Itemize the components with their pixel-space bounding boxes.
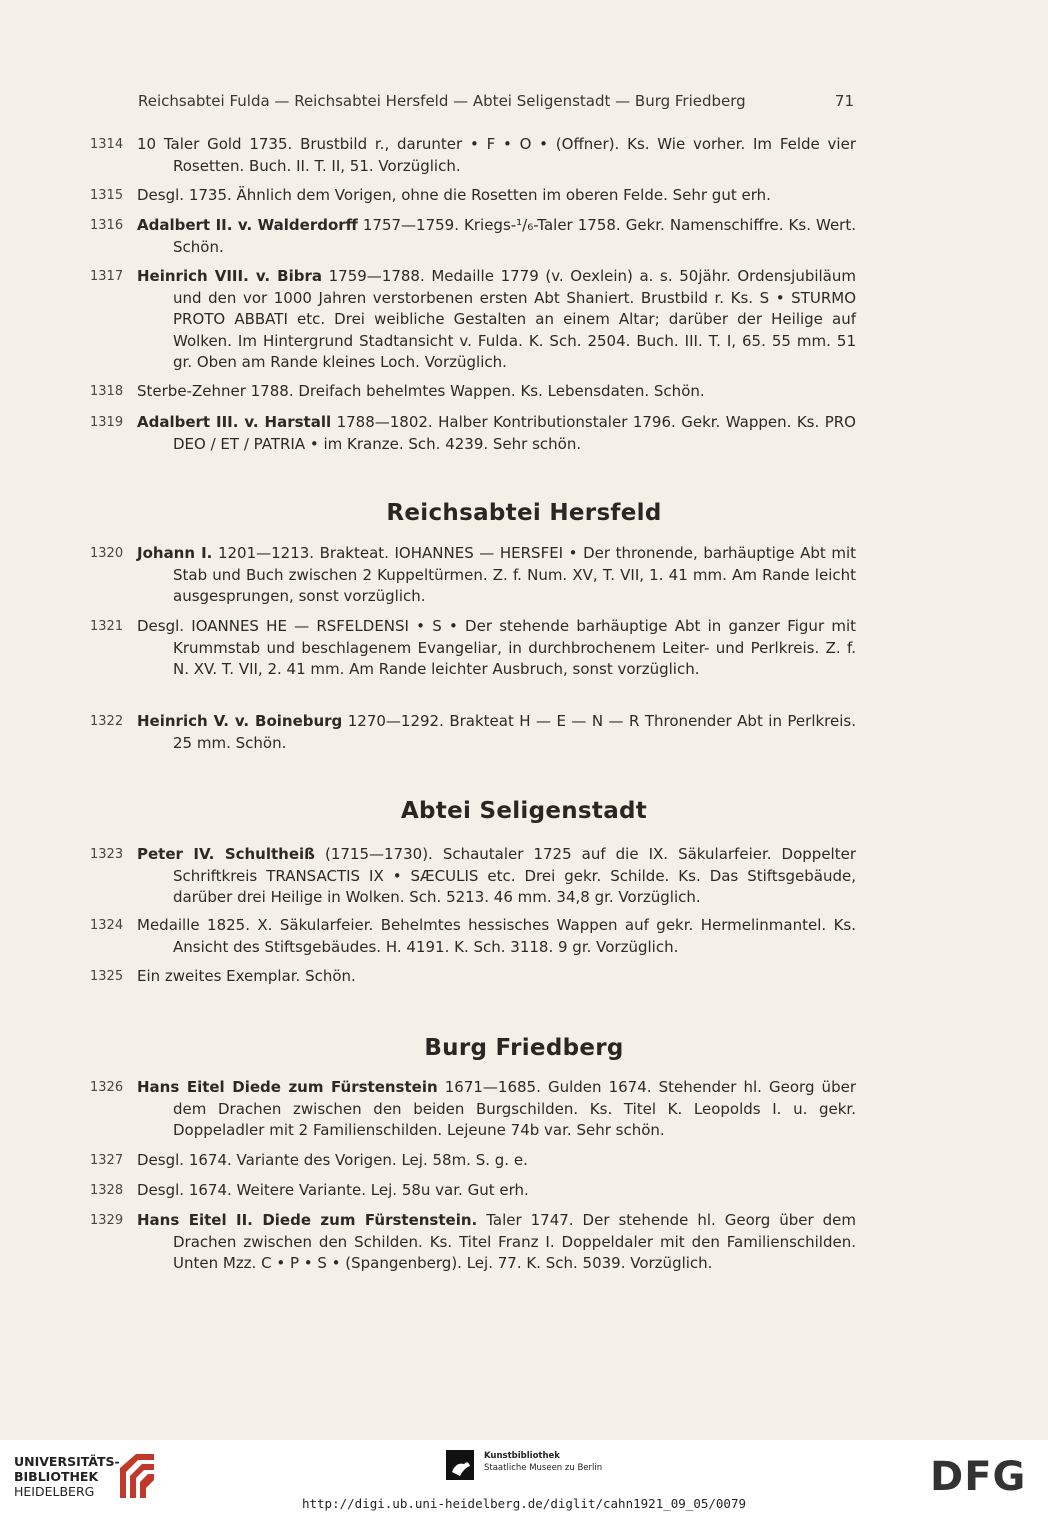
entry-text: 1671—1685. Gulden 1674. Stehender hl. Georg über dem Drachen zwischen den beiden Burgschilden. Ks. Titel K. Leopolds I. u. gekr. Doppeladler mit 2 Familienschilden. Lejeune 74b var. Sehr schön. [173,1078,856,1139]
catalog-entry [90,966,856,988]
entry-body [137,711,856,754]
entry-text: Ein zweites Exemplar. Schön. [137,967,356,985]
heidelberg-library-name [14,1454,120,1499]
entry-text: 1201—1213. Brakteat. IOHANNES — HERSFEI • Der thronende, barhäuptige Abt mit Stab und Buch zwischen 2 Kuppeltürmen. Z. f. Num. XV, T. VII, 1. 41 mm. Am Rande leicht ausgesprungen, sonst vorzüglich. [173,544,856,605]
entry-number: 1326 [90,1080,124,1095]
entry-body [137,1150,856,1172]
entry-name: Heinrich V. v. Boineburg [137,712,343,730]
catalog-entry [90,844,856,909]
catalog-entry [90,412,856,455]
catalog-entry [90,1150,856,1172]
entry-text: Medaille 1825. X. Säkularfeier. Behelmtes hessisches Wappen auf gekr. Hermelinmantel. Ks. Ansicht des Stiftsgebäudes. H. 4191. K. Sch. 3118. 9 gr. Vorzüglich. [137,916,856,956]
entry-name: Hans Eitel Diede zum Fürstenstein [137,1078,438,1096]
digitization-footer [0,1440,1048,1516]
entry-text: 1788—1802. Halber Kontributionstaler 1796. Gekr. Wappen. Ks. PRO DEO / ET / PATRIA • im Kranze. Sch. 4239. Sehr schön. [173,413,856,453]
catalog-entry [90,1180,856,1202]
entry-body [137,616,856,681]
entry-number: 1317 [90,269,124,284]
entry-text: Taler 1747. Der stehende hl. Georg über dem Drachen zwischen den Schilden. Ks. Titel Franz I. Doppeldaler mit den Familienschilden. Unten Mzz. C • P • S • (Spangenberg). Lej. 77. K. Sch. 5039. Vorzüglich. [173,1211,856,1272]
entry-number: 1321 [90,619,124,634]
catalog-entry [90,1210,856,1275]
entry-body [137,1210,856,1275]
entry-body [137,185,856,207]
eagle-emblem-icon [446,1450,474,1480]
entry-text: (1715—1730). Schautaler 1725 auf die IX. Säkularfeier. Doppelter Schriftkreis TRANSACTIS IX • SÆCULIS etc. Drei gekr. Schilde. Ks. Das Stiftsgebäude, darüber drei Heilige in Wolken. Sch. 5213. 46 mm. 34,8 gr. Vorzüglich. [173,845,856,906]
dfg-logo[interactable]: DFG [930,1454,1027,1500]
entry-number: 1324 [90,918,124,933]
entry-text: 1757—1759. Kriegs-¹/₆-Taler 1758. Gekr. Namenschiffre. Ks. Wert. Schön. [173,216,857,256]
kb-line-2: Staatliche Museen zu Berlin [484,1463,603,1473]
entry-text: 1270—1292. Brakteat H — E — N — R Thronender Abt in Perlkreis. 25 mm. Schön. [173,712,856,752]
entry-name: Adalbert III. v. Harstall [137,413,332,431]
entry-number: 1320 [90,546,124,561]
entry-body [137,134,856,177]
entry-number: 1316 [90,218,124,233]
entry-number: 1314 [90,137,124,152]
catalog-entry [90,616,856,681]
entry-text: Sterbe-Zehner 1788. Dreifach behelmtes Wappen. Ks. Lebensdaten. Schön. [137,382,705,400]
section-heading-friedberg: Burg Friedberg [424,1035,624,1061]
entry-name: Adalbert II. v. Walderdorff [137,216,358,234]
entry-number: 1319 [90,415,124,430]
entry-body [137,381,856,403]
catalog-entry [90,1077,856,1142]
catalog-entry [90,185,856,207]
entry-number: 1323 [90,847,124,862]
running-head-title: Reichsabtei Fulda — Reichsabtei Hersfeld — Abtei Seligenstadt — Burg Friedberg [138,92,746,110]
kb-line-1: Kunstbibliothek [484,1451,560,1461]
ub-line-1: UNIVERSITÄTS- [14,1454,120,1469]
entry-number: 1325 [90,969,124,984]
entry-text: Desgl. IOANNES HE — RSFELDENSI • S • Der stehende barhäuptige Abt in ganzer Figur mit Krummstab und beschlagenem Evangeliar, in durchbrochenem Leiter- und Perlkreis. Z. f. N. XV. T. VII, 2. 41 mm. Am Rande leichter Ausbruch, sonst vorzüglich. [137,617,856,678]
kunstbibliothek-logo[interactable] [446,1448,626,1488]
entry-text: Desgl. 1674. Weitere Variante. Lej. 58u var. Gut erh. [137,1181,529,1199]
entry-body [137,966,856,988]
permalink-url[interactable]: http://digi.ub.uni-heidelberg.de/diglit/cahn1921_09_05/0079 [301,1496,746,1511]
catalog-entry [90,266,856,374]
entry-name: Heinrich VIII. v. Bibra [137,267,322,285]
entry-number: 1327 [90,1153,124,1168]
catalog-entry [90,543,856,608]
entry-number: 1318 [90,384,124,399]
catalog-entry [90,134,856,177]
catalog-entry [90,711,856,754]
entry-body [137,543,856,608]
entry-body [137,1180,856,1202]
entry-text: 1759—1788. Medaille 1779 (v. Oexlein) a. s. 50jähr. Ordensjubiläum und den vor 1000 Jahren verstorbenen ersten Abt Shaniert. Brustbild r. Ks. S • STURMO PROTO ABBATI etc. Drei weibliche Gestalten an einem Altar; darüber der Heilige auf Wolken. Im Hintergrund Stadtansicht v. Fulda. K. Sch. 2504. Buch. III. T. I, 65. 55 mm. 51 gr. Oben am Rande kleines Loch. Vorzüglich. [173,267,856,371]
entry-text: Desgl. 1674. Variante des Vorigen. Lej. 58m. S. g. e. [137,1151,528,1169]
entry-body [137,844,856,909]
entry-text: 10 Taler Gold 1735. Brustbild r., darunter • F • O • (Offner). Ks. Wie vorher. Im Felde vier Rosetten. Buch. II. T. II, 51. Vorzüglich. [137,135,856,175]
section-heading-seligenstadt: Abtei Seligenstadt [400,798,648,824]
entry-name: Hans Eitel II. Diede zum Fürstenstein. [137,1211,478,1229]
entry-body [137,266,856,374]
entry-body [137,215,857,258]
catalog-entry [90,215,856,258]
entry-body [137,1077,856,1142]
section-heading-hersfeld: Reichsabtei Hersfeld [386,500,662,526]
entry-body [137,915,856,958]
entry-text: Desgl. 1735. Ähnlich dem Vorigen, ohne die Rosetten im oberen Felde. Sehr gut erh. [137,186,771,204]
ub-line-3: HEIDELBERG [14,1484,95,1499]
entry-number: 1328 [90,1183,124,1198]
entry-number: 1329 [90,1213,124,1228]
catalog-entry [90,381,856,403]
entry-name: Peter IV. Schultheiß [137,845,315,863]
kunstbibliothek-name [484,1450,602,1474]
page-number: 71 [834,92,854,110]
entry-number: 1315 [90,188,124,203]
entry-body [137,412,856,455]
entry-name: Johann I. [137,544,213,562]
catalog-entry [90,915,856,958]
ub-line-2: BIBLIOTHEK [14,1469,99,1484]
entry-number: 1322 [90,714,124,729]
